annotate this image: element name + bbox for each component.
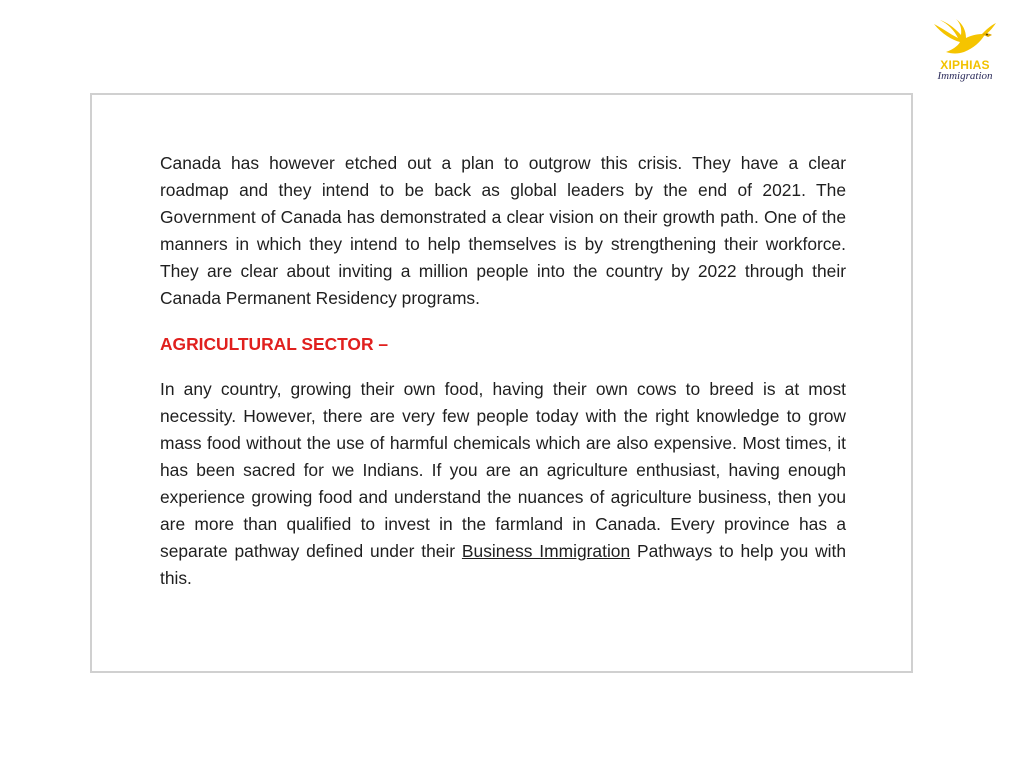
brand-name: XIPHIAS: [940, 58, 990, 72]
paragraph-text: In any country, growing their own food, having their own cows to breed is at most necessity. However, there are very few people today with the right knowledge to grow mass food without the use of harmful chemicals which are also expensive. Most times, it has been sacred for we Indians. If you are an agriculture enthusiast, having enough experience growing food and understand the nuances of agriculture business, then you are more than qualified to invest in the farmland in Canada. Every province has a separate pathway defined under their: [160, 379, 846, 561]
business-immigration-link[interactable]: Business Immigration: [461, 540, 631, 561]
paragraph-text-end: Pathways to help you with this.: [160, 540, 846, 588]
agriculture-paragraph: [160, 376, 846, 591]
article-body: [160, 150, 846, 592]
eagle-icon: [932, 18, 998, 58]
section-heading: AGRICULTURAL SECTOR –: [160, 334, 389, 355]
brand-logo[interactable]: [927, 18, 1003, 84]
intro-paragraph: Canada has however etched out a plan to outgrow this crisis. They have a clear roadmap and they intend to be back as global leaders by the end of 2021. The Government of Canada has demonstrated a clear vision on their growth path. One of the manners in which they intend to help themselves is by strengthening their workforce. They are clear about inviting a million people into the country by 2022 through their Canada Permanent Residency programs.: [160, 153, 846, 308]
content-card: [90, 93, 913, 673]
brand-tagline: Immigration: [937, 70, 993, 82]
